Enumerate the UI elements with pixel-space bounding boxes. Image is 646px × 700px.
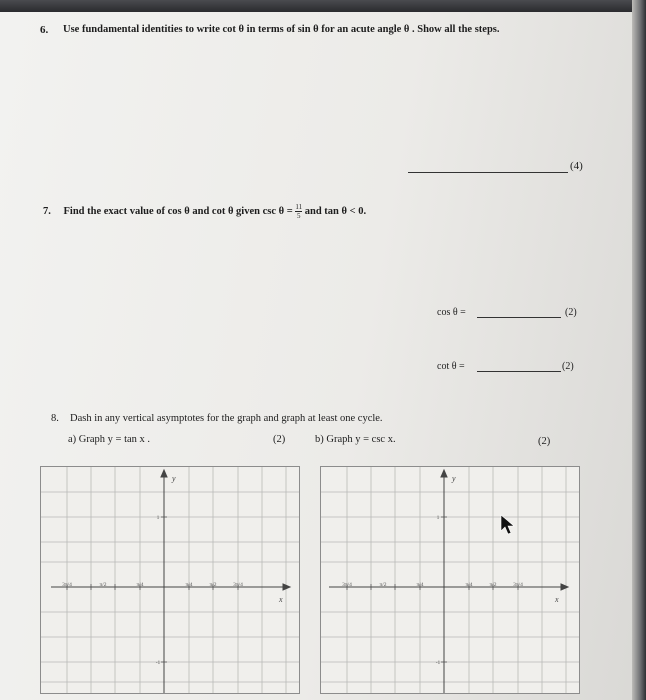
graph-a-ytick-2: -1 (155, 660, 161, 666)
graph-a-tick-6: 3π/4 (233, 582, 243, 588)
q7-cos-answer-line[interactable] (477, 317, 561, 318)
graph-a-x-label: x (279, 595, 283, 604)
q7-text-suffix: of cos θ and cot θ given csc θ = (156, 205, 293, 217)
q6-points: (4) (570, 160, 583, 172)
q7-cos-points: (2) (565, 307, 577, 318)
graph-a-tick-1: 3π/4 (62, 582, 72, 588)
q8-part-b: b) Graph y = csc x. (315, 434, 396, 445)
graph-b-grid[interactable] (321, 467, 579, 693)
graph-a-tick-2: π/2 (99, 582, 107, 588)
graph-b-tick-3: π/4 (416, 582, 424, 588)
photo-edge-right (632, 0, 646, 700)
q8-number: 8. (51, 413, 59, 424)
q7-cot-points: (2) (562, 361, 574, 372)
q7-fraction (295, 203, 302, 220)
q7-cot-answer-line[interactable] (477, 371, 561, 372)
q7-cot-label: cot θ = (437, 361, 465, 372)
graph-b-tick-5: π/2 (489, 582, 497, 588)
q6-answer-line[interactable] (408, 172, 568, 173)
graph-b-tick-1: 3π/4 (342, 582, 352, 588)
q6-number: 6. (40, 24, 49, 36)
graph-b-csc[interactable] (320, 466, 580, 694)
graph-b-tick-6: 3π/4 (513, 582, 523, 588)
q7-text-end: and tan θ < 0. (304, 205, 367, 217)
q7-cos-label: cos θ = (437, 307, 466, 318)
q7-text-prefix: Find the (63, 205, 102, 217)
graph-a-y-label: y (172, 474, 176, 483)
q7-number: 7. (43, 205, 51, 217)
q8-text: Dash in any vertical asymptotes for the graph and graph at least one cycle. (70, 413, 383, 424)
q7-line (43, 203, 366, 220)
graph-a-tan[interactable] (40, 466, 300, 694)
mouse-cursor-icon (501, 515, 514, 534)
graph-b-tick-2: π/2 (379, 582, 387, 588)
graph-a-ytick-1: 1 (156, 515, 160, 521)
graph-a-tick-3: π/4 (136, 582, 144, 588)
graph-a-grid[interactable] (41, 467, 299, 693)
graph-a-tick-4: π/4 (185, 582, 193, 588)
q7-text-bold: exact value (103, 205, 154, 217)
q7-frac-den: 5 (296, 212, 301, 220)
q7-frac-num: 11 (295, 203, 303, 211)
q8-part-b-points: (2) (538, 436, 551, 447)
q6-text: Use fundamental identities to write cot θ in terms of sin θ for an acute angle θ . Show all the steps. (63, 24, 500, 35)
graph-b-tick-4: π/4 (465, 582, 473, 588)
graph-b-x-label: x (555, 595, 559, 604)
graph-b-ytick-2: -1 (435, 660, 441, 666)
graph-b-ytick-1: 1 (436, 515, 440, 521)
q8-part-a-points: (2) (273, 434, 286, 445)
photo-edge-top (0, 0, 646, 12)
graph-b-y-label: y (452, 474, 456, 483)
graph-a-tick-5: π/2 (209, 582, 217, 588)
q8-part-a: a) Graph y = tan x . (68, 434, 151, 445)
